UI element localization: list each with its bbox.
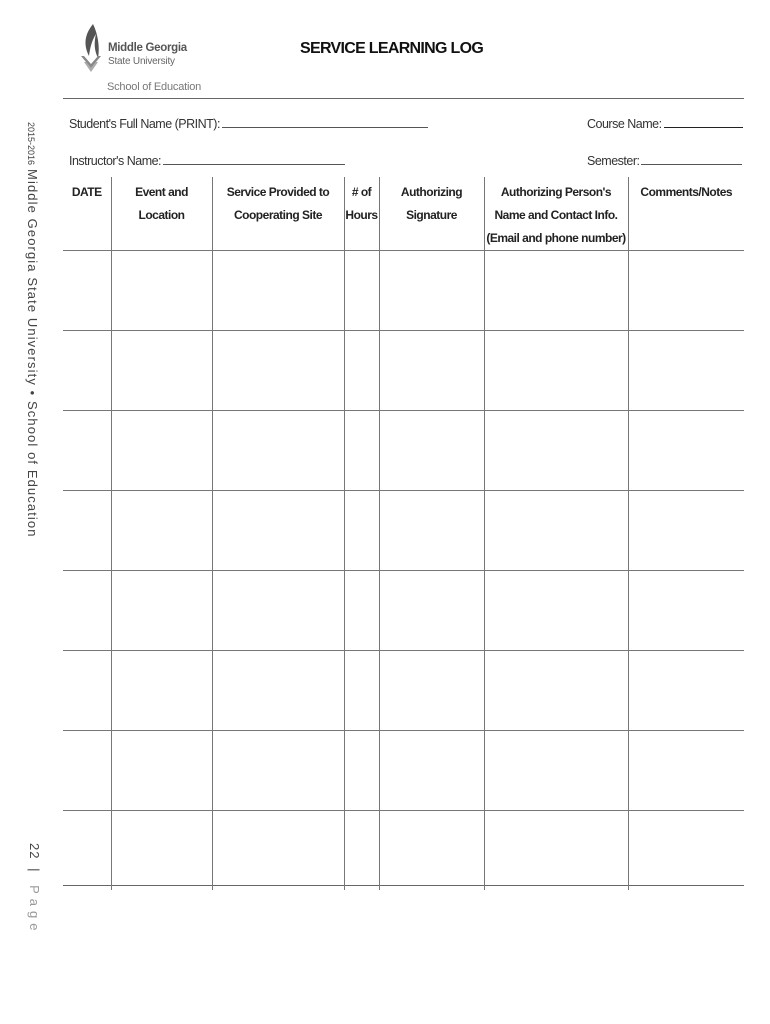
cell-comments[interactable]: [628, 571, 744, 651]
cell-event-location[interactable]: [111, 491, 212, 571]
cell-comments[interactable]: [628, 651, 744, 731]
side-year: 2015-2016: [26, 122, 36, 166]
cell-date[interactable]: [63, 251, 111, 331]
service-log-table: [63, 177, 744, 890]
cell-contact-info[interactable]: [484, 651, 628, 731]
course-name-field[interactable]: [587, 117, 743, 131]
cell-hours[interactable]: [344, 491, 379, 571]
cell-contact-info[interactable]: [484, 811, 628, 891]
school-logo: [76, 22, 206, 96]
student-name-line[interactable]: [222, 117, 428, 128]
semester-line[interactable]: [641, 154, 742, 165]
header-signature: Authorizing Signature: [379, 177, 484, 251]
cell-event-location[interactable]: [111, 731, 212, 811]
table-row: [63, 331, 744, 411]
cell-event-location[interactable]: [111, 811, 212, 891]
table-row: [63, 571, 744, 651]
cell-service-provided[interactable]: [212, 651, 344, 731]
cell-hours[interactable]: [344, 811, 379, 891]
header-event-location: Event and Location: [111, 177, 212, 251]
logo-school-name: School of Education: [107, 81, 202, 93]
semester-label: Semester:: [587, 154, 640, 168]
flame-logo-icon: [76, 22, 106, 74]
cell-date[interactable]: [63, 731, 111, 811]
side-page-number: [27, 843, 42, 935]
cell-service-provided[interactable]: [212, 731, 344, 811]
cell-signature[interactable]: [379, 331, 484, 411]
cell-event-location[interactable]: [111, 651, 212, 731]
page-word: Page: [27, 885, 42, 936]
cell-signature[interactable]: [379, 811, 484, 891]
cell-service-provided[interactable]: [212, 251, 344, 331]
page-separator: |: [27, 868, 42, 877]
page-title: SERVICE LEARNING LOG: [300, 40, 484, 57]
student-name-label: Student's Full Name (PRINT):: [69, 117, 220, 131]
page-number: 22: [27, 843, 42, 860]
cell-signature[interactable]: [379, 491, 484, 571]
table-header-row: [63, 177, 744, 251]
header-comments: Comments/Notes: [628, 177, 744, 251]
cell-hours[interactable]: [344, 651, 379, 731]
instructor-name-label: Instructor's Name:: [69, 154, 162, 168]
cell-service-provided[interactable]: [212, 491, 344, 571]
cell-event-location[interactable]: [111, 411, 212, 491]
cell-comments[interactable]: [628, 811, 744, 891]
student-name-field[interactable]: [69, 117, 428, 131]
cell-date[interactable]: [63, 811, 111, 891]
instructor-name-field[interactable]: [69, 154, 345, 168]
instructor-name-line[interactable]: [163, 154, 345, 165]
course-name-label: Course Name:: [587, 117, 662, 131]
cell-comments[interactable]: [628, 731, 744, 811]
table-row: [63, 251, 744, 331]
header-date: DATE: [63, 177, 111, 251]
cell-event-location[interactable]: [111, 571, 212, 651]
cell-contact-info[interactable]: [484, 251, 628, 331]
table-row: [63, 651, 744, 731]
cell-contact-info[interactable]: [484, 491, 628, 571]
cell-signature[interactable]: [379, 411, 484, 491]
side-institution: Middle Georgia State University • School of Education: [25, 169, 40, 538]
cell-date[interactable]: [63, 651, 111, 731]
cell-service-provided[interactable]: [212, 811, 344, 891]
header-hours: # of Hours: [344, 177, 379, 251]
cell-comments[interactable]: [628, 251, 744, 331]
cell-hours[interactable]: [344, 251, 379, 331]
cell-date[interactable]: [63, 411, 111, 491]
cell-service-provided[interactable]: [212, 571, 344, 651]
cell-hours[interactable]: [344, 731, 379, 811]
cell-signature[interactable]: [379, 571, 484, 651]
table-row: [63, 411, 744, 491]
cell-hours[interactable]: [344, 571, 379, 651]
header-contact-info: Authorizing Person's Name and Contact Info. (Email and phone number): [484, 177, 628, 251]
cell-comments[interactable]: [628, 491, 744, 571]
logo-university-line1: Middle Georgia: [108, 42, 187, 54]
table-row: [63, 491, 744, 571]
table-row: [63, 811, 744, 891]
cell-date[interactable]: [63, 491, 111, 571]
cell-comments[interactable]: [628, 331, 744, 411]
header-service-provided: Service Provided to Cooperating Site: [212, 177, 344, 251]
cell-service-provided[interactable]: [212, 411, 344, 491]
cell-event-location[interactable]: [111, 251, 212, 331]
side-footer-text: [23, 122, 41, 538]
service-log-form: [63, 98, 744, 886]
cell-signature[interactable]: [379, 251, 484, 331]
cell-date[interactable]: [63, 571, 111, 651]
cell-contact-info[interactable]: [484, 731, 628, 811]
cell-hours[interactable]: [344, 331, 379, 411]
cell-service-provided[interactable]: [212, 331, 344, 411]
logo-university-line2: State University: [108, 56, 175, 67]
cell-event-location[interactable]: [111, 331, 212, 411]
cell-contact-info[interactable]: [484, 331, 628, 411]
cell-signature[interactable]: [379, 651, 484, 731]
table-row: [63, 731, 744, 811]
cell-hours[interactable]: [344, 411, 379, 491]
cell-date[interactable]: [63, 331, 111, 411]
semester-field[interactable]: [587, 154, 742, 168]
table-body: [63, 251, 744, 891]
course-name-line[interactable]: [664, 117, 743, 128]
cell-contact-info[interactable]: [484, 411, 628, 491]
cell-comments[interactable]: [628, 411, 744, 491]
cell-signature[interactable]: [379, 731, 484, 811]
cell-contact-info[interactable]: [484, 571, 628, 651]
